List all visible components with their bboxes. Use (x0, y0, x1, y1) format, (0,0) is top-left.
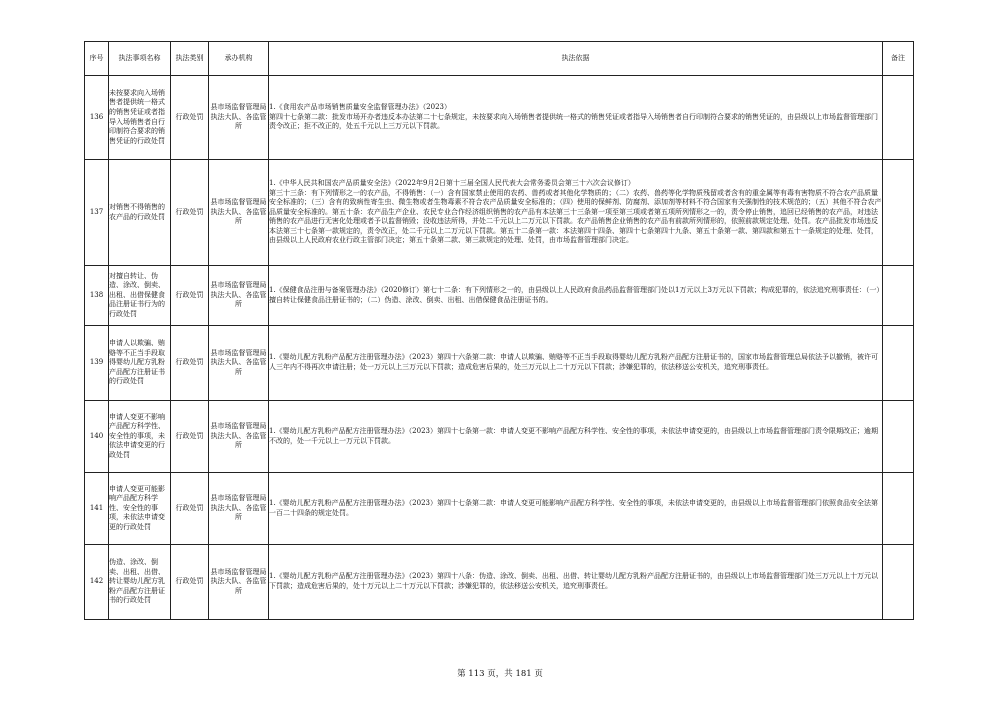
table-row (85, 76, 914, 160)
row-item: 对擅自转让、伪造、涂改、倒卖、出租、出借保健食品注册证书行为的行政处罚 (109, 266, 171, 326)
row-category: 行政处罚 (171, 76, 209, 160)
row-basis: 1.《食用农产品市场销售质量安全监督管理办法》（2023） 第四十七条第二款：批发市场开办者违反本办法第二十七条规定，未按要求向入场销售者提供统一格式的销售凭证或者指导入场销售者自行印制符合要求的销售凭证的，由县级以上市场监督管理部门责令改正；拒不改正的，处五千元以上三万元以下罚款。 (269, 76, 883, 160)
table-row (85, 266, 914, 326)
row-org: 县市场监督管理局执法大队、各监管所 (209, 401, 269, 473)
row-org: 县市场监督管理局执法大队、各监管所 (209, 545, 269, 620)
row-remark (883, 160, 914, 266)
row-remark (883, 76, 914, 160)
row-basis: 1.《婴幼儿配方乳粉产品配方注册管理办法》（2023）第四十六条第二款：申请人以欺骗、贿赂等不正当手段取得婴幼儿配方乳粉产品配方注册证书的，国家市场监督管理总局依法予以撤销，被许可人三年内不得再次申请注册；处一万元以上三万元以下罚款；造成危害后果的，处三万元以上二十万元以下罚款；涉嫌犯罪的，依法移送公安机关，追究刑事责任。 (269, 326, 883, 401)
row-item: 申请人变更可能影响产品配方科学性、安全性的事项，未依法申请变更的行政处罚 (109, 473, 171, 545)
row-remark (883, 545, 914, 620)
row-org: 县市场监督管理局执法大队、各监管所 (209, 76, 269, 160)
row-item: 对销售不得销售的农产品的行政处罚 (109, 160, 171, 266)
header-org: 承办机构 (209, 42, 269, 76)
header-seq: 序号 (85, 42, 109, 76)
row-item: 申请人变更不影响产品配方科学性、安全性的事项，未依法申请变更的行政处罚 (109, 401, 171, 473)
row-seq: 138 (85, 266, 109, 326)
row-org: 县市场监督管理局执法大队、各监管所 (209, 160, 269, 266)
table-row (85, 545, 914, 620)
row-org: 县市场监督管理局执法大队、各监管所 (209, 326, 269, 401)
header-basis: 执法依据 (269, 42, 883, 76)
row-category: 行政处罚 (171, 401, 209, 473)
header-row (85, 42, 914, 76)
row-seq: 136 (85, 76, 109, 160)
row-basis: 1.《保健食品注册与备案管理办法》（2020修订）第七十二条：有下列情形之一的，由县级以上人民政府食品药品监督管理部门处以1万元以上3万元以下罚款；构成犯罪的，依法追究刑事责任：（一）擅自转让保健食品注册证书的；（二）伪造、涂改、倒卖、出租、出借保健食品注册证书的。 (269, 266, 883, 326)
table-row (85, 401, 914, 473)
table-row (85, 326, 914, 401)
row-basis: 1.《婴幼儿配方乳粉产品配方注册管理办法》（2023）第四十七条第二款：申请人变更可能影响产品配方科学性、安全性的事项，未依法申请变更的，由县级以上市场监督管理部门依照食品安全法第一百二十四条的规定处罚。 (269, 473, 883, 545)
row-remark (883, 326, 914, 401)
table-row (85, 473, 914, 545)
row-basis: 1.《中华人民共和国农产品质量安全法》（2022年9月2日第十三届全国人民代表大会常务委员会第三十六次会议修订） 第三十三条：有下列情形之一的农产品，不得销售：（一）含有国家禁止使用的农药、兽药或者其他化学物质的；（二）农药、兽药等化学物质残留或者含有的重金属等有毒有害物质不符合农产品质量安全标准的；（三）含有的致病性寄生虫、微生物或者生物毒素不符合农产品质量安全标准的；（四）使用的保鲜剂、防腐剂、添加剂等材料不符合国家有关强制性的技术规范的；（五）其他不符合农产品质量安全标准的。第五十条：农产品生产企业、农民专业合作经济组织销售的农产品有本法第三十三条第一项至第三项或者第五项所列情形之一的，责令停止销售，追回已经销售的农产品，对违法销售的农产品进行无害化处理或者予以监督销毁；没收违法所得，并处二千元以上二万元以下罚款。农产品销售企业销售的农产品有前款所列情形的，依照前款规定处理、处罚。农产品批发市场违反本法第三十七条第一款规定的，责令改正，处二千元以上二万元以下罚款。第五十二条第一款：本法第四十四条、第四十七条第四十九条、第五十条第一款、第四款和第五十一条规定的处理、处罚，由县级以上人民政府农业行政主管部门决定；第五十条第二款、第三款规定的处理、处罚，由市场监督管理部门决定。 (269, 160, 883, 266)
row-basis: 1.《婴幼儿配方乳粉产品配方注册管理办法》（2023）第四十八条：伪造、涂改、倒卖、出租、出借、转让婴幼儿配方乳粉产品配方注册证书的，由县级以上市场监督管理部门处三万元以上十万元以下罚款；造成危害后果的，处十万元以上二十万元以下罚款；涉嫌犯罪的，依法移送公安机关，追究刑事责任。 (269, 545, 883, 620)
row-org: 县市场监督管理局执法大队、各监管所 (209, 266, 269, 326)
row-category: 行政处罚 (171, 160, 209, 266)
row-remark (883, 266, 914, 326)
row-item: 申请人以欺骗、贿赂等不正当手段取得婴幼儿配方乳粉产品配方注册证书的行政处罚 (109, 326, 171, 401)
header-remark: 备注 (883, 42, 914, 76)
row-seq: 139 (85, 326, 109, 401)
row-category: 行政处罚 (171, 545, 209, 620)
row-remark (883, 401, 914, 473)
row-category: 行政处罚 (171, 266, 209, 326)
page-number: 第 113 页，共 181 页 (457, 669, 543, 679)
row-category: 行政处罚 (171, 473, 209, 545)
row-seq: 137 (85, 160, 109, 266)
row-seq: 142 (85, 545, 109, 620)
enforcement-table (84, 41, 914, 620)
row-basis: 1.《婴幼儿配方乳粉产品配方注册管理办法》（2023）第四十七条第一款：申请人变更不影响产品配方科学性、安全性的事项，未依法申请变更的，由县级以上市场监督管理部门责令限期改正；逾期不改的，处一千元以上一万元以下罚款。 (269, 401, 883, 473)
header-item: 执法事项名称 (109, 42, 171, 76)
row-remark (883, 473, 914, 545)
header-category: 执法类别 (171, 42, 209, 76)
row-org: 县市场监督管理局执法大队、各监管所 (209, 473, 269, 545)
row-seq: 140 (85, 401, 109, 473)
row-category: 行政处罚 (171, 326, 209, 401)
row-item: 伪造、涂改、倒卖、出租、出借、转让婴幼儿配方乳粉产品配方注册证书的行政处罚 (109, 545, 171, 620)
table-row (85, 160, 914, 266)
row-seq: 141 (85, 473, 109, 545)
row-item: 未按要求向入场销售者提供统一格式的销售凭证或者指导入场销售者自行印制符合要求的销售凭证的行政处罚 (109, 76, 171, 160)
